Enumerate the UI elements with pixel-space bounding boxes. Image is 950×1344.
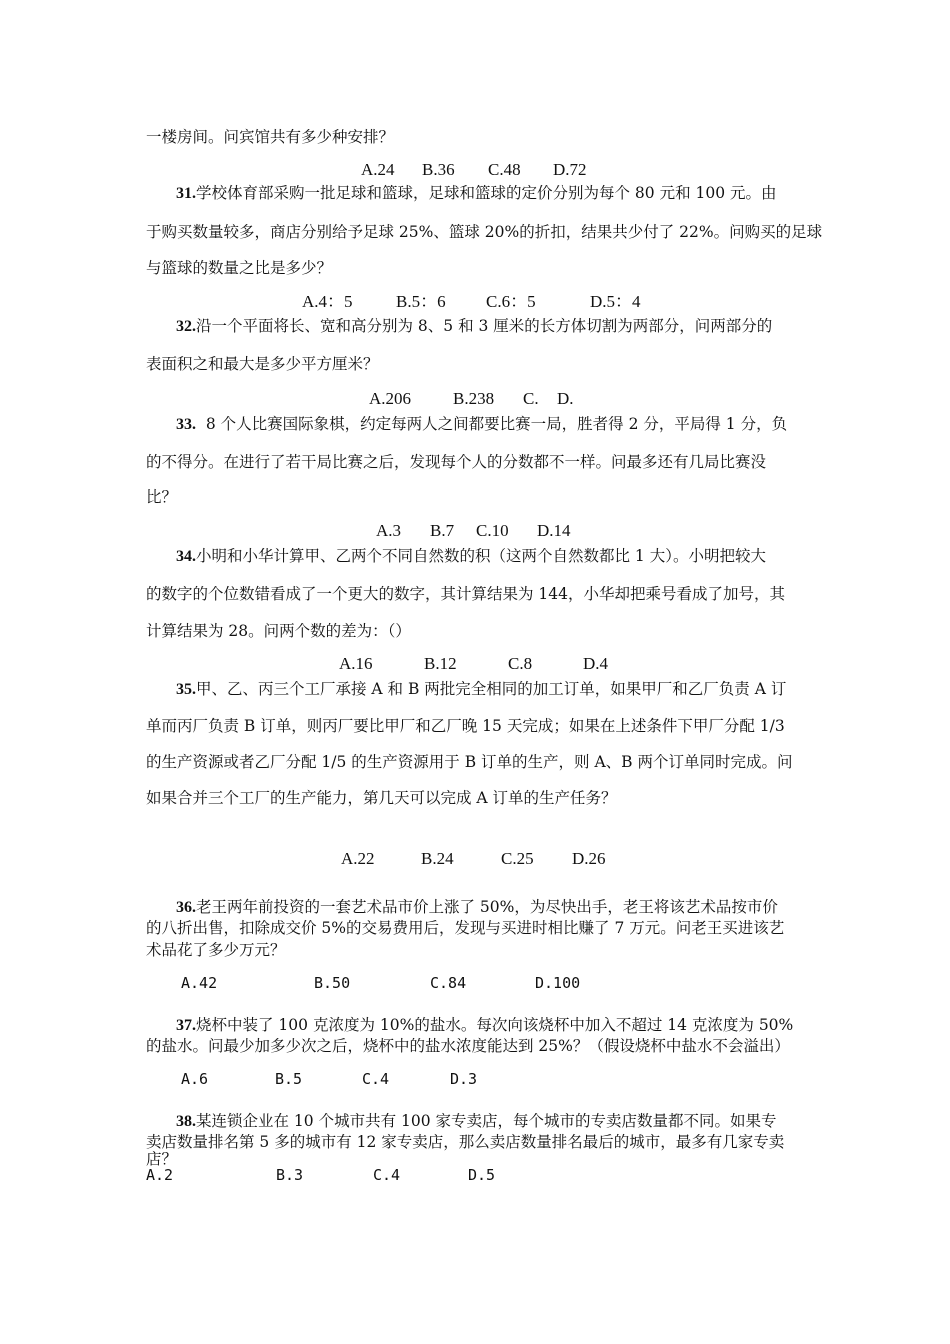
q34-option-b: B.12 — [424, 654, 457, 673]
q31-line-2: 于购买数量较多，商店分别给予足球 25%、篮球 20%的折扣，结果共少付了 22%。问购买的足球 — [146, 223, 823, 241]
q36-line-1: 36.老王两年前投资的一套艺术品市价上涨了 50%，为尽快出手，老王将该艺术品按市价 — [176, 898, 778, 916]
q33-option-b: B.7 — [430, 521, 455, 540]
q37-option-c: C.4 — [362, 1070, 390, 1088]
q33-line-1: 33. 8 个人比赛国际象棋，约定每两人之间都要比赛一局，胜者得 2 分，平局得 1 分，负 — [176, 415, 788, 433]
q31-option-a: A.4：5 — [302, 292, 353, 311]
q30-options — [361, 160, 587, 180]
q31-option-c: C.6：5 — [486, 292, 536, 311]
q35-option-a: A.22 — [341, 849, 375, 868]
q34-line-2: 的数字的个位数错看成了一个更大的数字，其计算结果为 144，小华却把乘号看成了加号，其 — [146, 585, 786, 603]
q35-line-3: 的生产资源或者乙厂分配 1/5 的生产资源用于 B 订单的生产，则 A、B 两个订单同时完成。问 — [146, 753, 793, 771]
q30-option-a: A.24 — [361, 160, 395, 179]
q37-line-2: 的盐水。问最少加多少次之后，烧杯中的盐水浓度能达到 25%？（假设烧杯中盐水不会溢出） — [146, 1037, 790, 1055]
q34-option-d: D.4 — [583, 654, 609, 673]
q38-option-d: D.5 — [468, 1166, 496, 1184]
q33-option-d: D.14 — [537, 521, 571, 540]
q34-number: 34. — [176, 548, 196, 565]
q30-text-tail: 一楼房间。问宾馆共有多少种安排？ — [146, 128, 395, 146]
q35-option-d: D.26 — [572, 849, 606, 868]
q32-option-d: D. — [557, 389, 574, 408]
q32-options — [369, 389, 574, 409]
q33-option-c: C.10 — [476, 521, 509, 540]
q33-options — [376, 521, 571, 541]
q33-line-2: 的不得分。在进行了若干局比赛之后，发现每个人的分数都不一样。问最多还有几局比赛没 — [146, 453, 767, 471]
q35-line-2: 单而丙厂负责 B 订单，则丙厂要比甲厂和乙厂晚 15 天完成；如果在上述条件下甲厂分配 1/3 — [146, 717, 785, 735]
q35-options — [341, 849, 606, 869]
q35-line-4: 如果合并三个工厂的生产能力，第几天可以完成 A 订单的生产任务？ — [146, 789, 617, 807]
q30-option-c: C.48 — [488, 160, 521, 179]
q34-option-c: C.8 — [508, 654, 533, 673]
q35-option-b: B.24 — [421, 849, 454, 868]
q38-line-2: 卖店数量排名第 5 多的城市有 12 家专卖店，那么卖店数量排名最后的城市，最多有几家专卖 — [146, 1133, 785, 1151]
q36-option-a: A.42 — [181, 974, 218, 992]
q33-option-a: A.3 — [376, 521, 402, 540]
q32-option-c: C. — [523, 389, 539, 408]
q38-line-3: 店？ — [146, 1150, 178, 1168]
q32-option-b: B.238 — [453, 389, 495, 408]
q36-number: 36. — [176, 899, 196, 916]
q32-option-a: A.206 — [369, 389, 412, 408]
q31-number: 31. — [176, 185, 196, 202]
q38-option-c: C.4 — [373, 1166, 401, 1184]
q36-line-2: 的八折出售，扣除成交价 5%的交易费用后，发现与买进时相比赚了 7 万元。问老王买进该艺 — [146, 919, 785, 937]
q38-option-b: B.3 — [276, 1166, 304, 1184]
q33-line-3: 比？ — [146, 488, 178, 506]
q36-option-d: D.100 — [535, 974, 581, 992]
q31-option-d: D.5：4 — [590, 292, 641, 311]
q32-line-2: 表面积之和最大是多少平方厘米？ — [146, 355, 379, 373]
q32-line-1: 32.沿一个平面将长、宽和高分别为 8、5 和 3 厘米的长方体切割为两部分，问两部分的 — [176, 317, 773, 335]
q37-line-1: 37.烧杯中装了 100 克浓度为 10%的盐水。每次向该烧杯中加入不超过 14 克浓度为 50% — [176, 1016, 794, 1034]
q35-option-c: C.25 — [501, 849, 534, 868]
q34-option-a: A.16 — [339, 654, 373, 673]
q36-option-b: B.50 — [314, 974, 351, 992]
q38-number: 38. — [176, 1113, 196, 1130]
q30-option-b: B.36 — [422, 160, 455, 179]
q37-option-b: B.5 — [275, 1070, 303, 1088]
q31-line-3: 与篮球的数量之比是多少？ — [146, 259, 333, 277]
q34-line-3: 计算结果为 28。问两个数的差为：（） — [146, 622, 411, 640]
q36-option-c: C.84 — [430, 974, 467, 992]
q31-line-1: 31.学校体育部采购一批足球和篮球，足球和篮球的定价分别为每个 80 元和 100 元。由 — [176, 184, 777, 202]
q38-line-1: 38.某连锁企业在 10 个城市共有 100 家专卖店，每个城市的专卖店数量都不同。如果专 — [176, 1112, 777, 1130]
q37-number: 37. — [176, 1017, 196, 1034]
q36-line-3: 术品花了多少万元？ — [146, 941, 286, 959]
q38-option-a: A.2 — [146, 1166, 174, 1184]
q37-option-a: A.6 — [181, 1070, 209, 1088]
q31-options — [302, 292, 641, 312]
q35-number: 35. — [176, 681, 196, 698]
q32-number: 32. — [176, 318, 196, 335]
q37-option-d: D.3 — [450, 1070, 478, 1088]
q34-line-1: 34.小明和小华计算甲、乙两个不同自然数的积（这两个自然数都比 1 大）。小明把较大 — [176, 547, 766, 565]
q30-option-d: D.72 — [553, 160, 587, 179]
q31-option-b: B.5：6 — [396, 292, 446, 311]
q35-line-1: 35.甲、乙、丙三个工厂承接 A 和 B 两批完全相同的加工订单，如果甲厂和乙厂负责 A 订 — [176, 680, 787, 698]
q33-number: 33. — [176, 416, 196, 433]
q34-options — [339, 654, 608, 674]
